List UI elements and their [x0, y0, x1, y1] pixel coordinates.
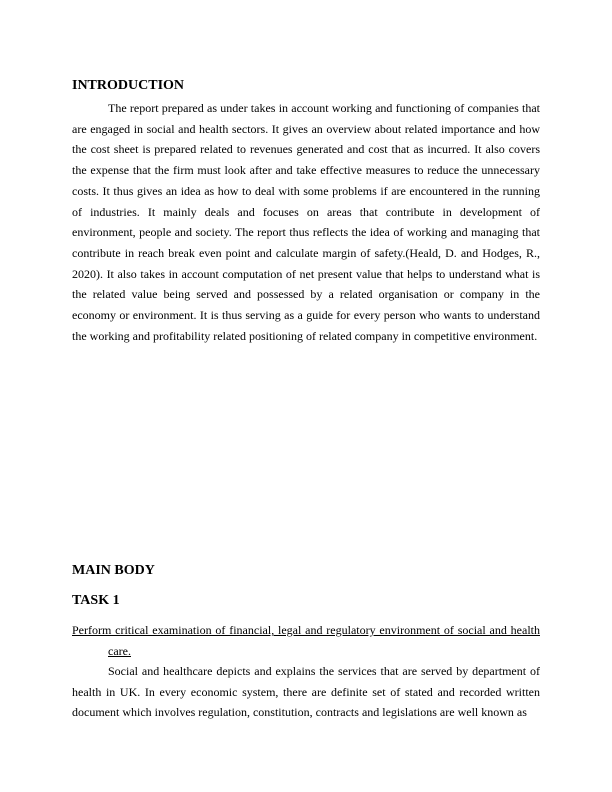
introduction-paragraph-text: The report prepared as under takes in account working and functioning of companies that are engaged in social and health sectors. It gives an overview about related importance and how the cost sheet is prepared related to revenues generated and cost that as incurred. It also covers the expense that the firm must look after and take effective measures to reduce the unnecessary costs. It thus gives an idea as how to deal with some problems if are encountered in the running of industries. It mainly deals and focuses on areas that contribute in development of environment, people and society. The report thus reflects the idea of working and managing that contribute in reach break even point and calculate margin of safety.(Heald, D. and Hodges, R., 2020). It also takes in account computation of net present value that helps to understand what is the related value being served and possessed by a related organisation or company in the economy or environment. It is thus serving as a guide for every person who wants to understand the working and profitability related positioning of related company in competitive environment.	[72, 101, 540, 343]
main-body-heading: MAIN BODY	[72, 563, 155, 578]
introduction-paragraph	[72, 98, 540, 346]
main-body-paragraph	[72, 661, 540, 723]
task-title: Perform critical examination of financial, legal and regulatory environment of social and health care.	[72, 623, 540, 658]
introduction-heading: INTRODUCTION	[72, 78, 185, 93]
main-body-paragraph-text: Social and healthcare depicts and explains the services that are served by department of health in UK. In every economic system, there are definite set of stated and recorded written document which involves regulation, constitution, contracts and legislations are well known as	[72, 664, 540, 720]
task-heading: TASK 1	[72, 593, 120, 608]
